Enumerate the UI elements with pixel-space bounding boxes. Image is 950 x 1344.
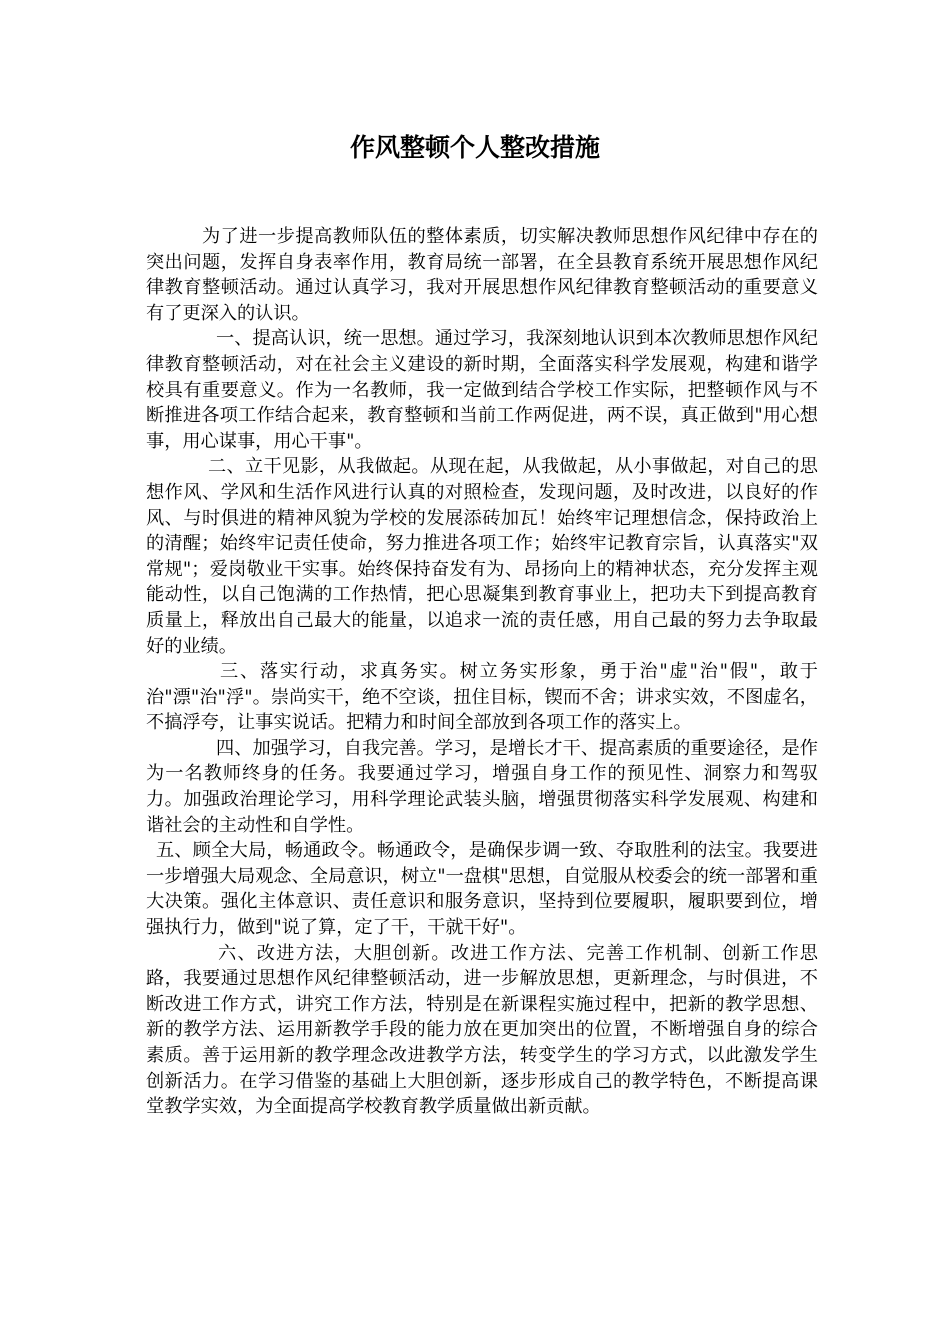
paragraph-section-2: 二、立干见影，从我做起。从现在起，从我做起，从小事做起，对自己的思想作风、学风和生活作风进行认真的对照检查，发现问题，及时改进，以良好的作风、与时俱进的精神风貌为学校的发展添砖加瓦！始终牢记理想信念，保持政治上的清醒；始终牢记责任使命，努力推进各项工作；始终牢记教育宗旨，认真落实"双常规"；爱岗敬业干实事。始终保持奋发有为、昂扬向上的精神状态，充分发挥主观能动性，以自己饱满的工作热情，把心思凝集到教育事业上，把功夫下到提高教育质量上，释放出自己最大的能量，以追求一流的责任感，用自己最的努力去争取最好的业绩。 [146,456,818,657]
document-body [146,224,818,1120]
paragraph-section-4: 四、加强学习，自我完善。学习，是增长才干、提高素质的重要途径，是作为一名教师终身的任务。我要通过学习，增强自身工作的预见性、洞察力和驾驭力。加强政治理论学习，用科学理论武装头脑，增强贯彻落实科学发展观、构建和谐社会的主动性和自学性。 [146,737,818,836]
paragraph-section-6: 六、改进方法，大胆创新。改进工作方法、完善工作机制、创新工作思路，我要通过思想作风纪律整顿活动，进一步解放思想，更新理念，与时俱进，不断改进工作方式，讲究工作方法，特别是在新课程实施过程中，把新的教学思想、新的教学方法、运用新教学手段的能力放在更加突出的位置，不断增强自身的综合素质。善于运用新的教学理念改进教学方法，转变学生的学习方式，以此激发学生创新活力。在学习借鉴的基础上大胆创新，逐步形成自己的教学特色，不断提高课堂教学实效，为全面提高学校教育教学质量做出新贡献。 [146,942,818,1118]
paragraph-section-1: 一、提高认识，统一思想。通过学习，我深刻地认识到本次教师思想作风纪律教育整顿活动，对在社会主义建设的新时期，全面落实科学发展观，构建和谐学校具有重要意义。作为一名教师，我一定做到结合学校工作实际，把整顿作风与不断推进各项工作结合起来，教育整顿和当前工作两促进，两不误，真正做到"用心想事，用心谋事，用心干事"。 [146,328,818,452]
paragraph-section-3: 三、落实行动，求真务实。树立务实形象，勇于治"虚"治"假"，敢于治"漂"治"浮"。崇尚实干，绝不空谈，扭住目标，锲而不舍；讲求实效，不图虚名，不搞浮夸，让事实说话。把精力和时间全部放到各项工作的落实上。 [146,661,818,734]
document-title: 作风整顿个人整改措施 [349,133,600,162]
paragraph-intro: 为了进一步提高教师队伍的整体素质，切实解决教师思想作风纪律中存在的突出问题，发挥自身表率作用，教育局统一部署，在全县教育系统开展思想作风纪律教育整顿活动。通过认真学习，我对开展思想作风纪律教育整顿活动的重要意义有了更深入的认识。 [146,226,818,324]
paragraph-section-5: 五、顾全大局，畅通政令。畅通政令，是确保步调一致、夺取胜利的法宝。我要进一步增强大局观念、全局意识，树立"一盘棋"思想，自觉服从校委会的统一部署和重大决策。强化主体意识、责任意识和服务意识，坚持到位要履职，履职要到位，增强执行力，做到"说了算，定了干，干就干好"。 [146,840,818,939]
